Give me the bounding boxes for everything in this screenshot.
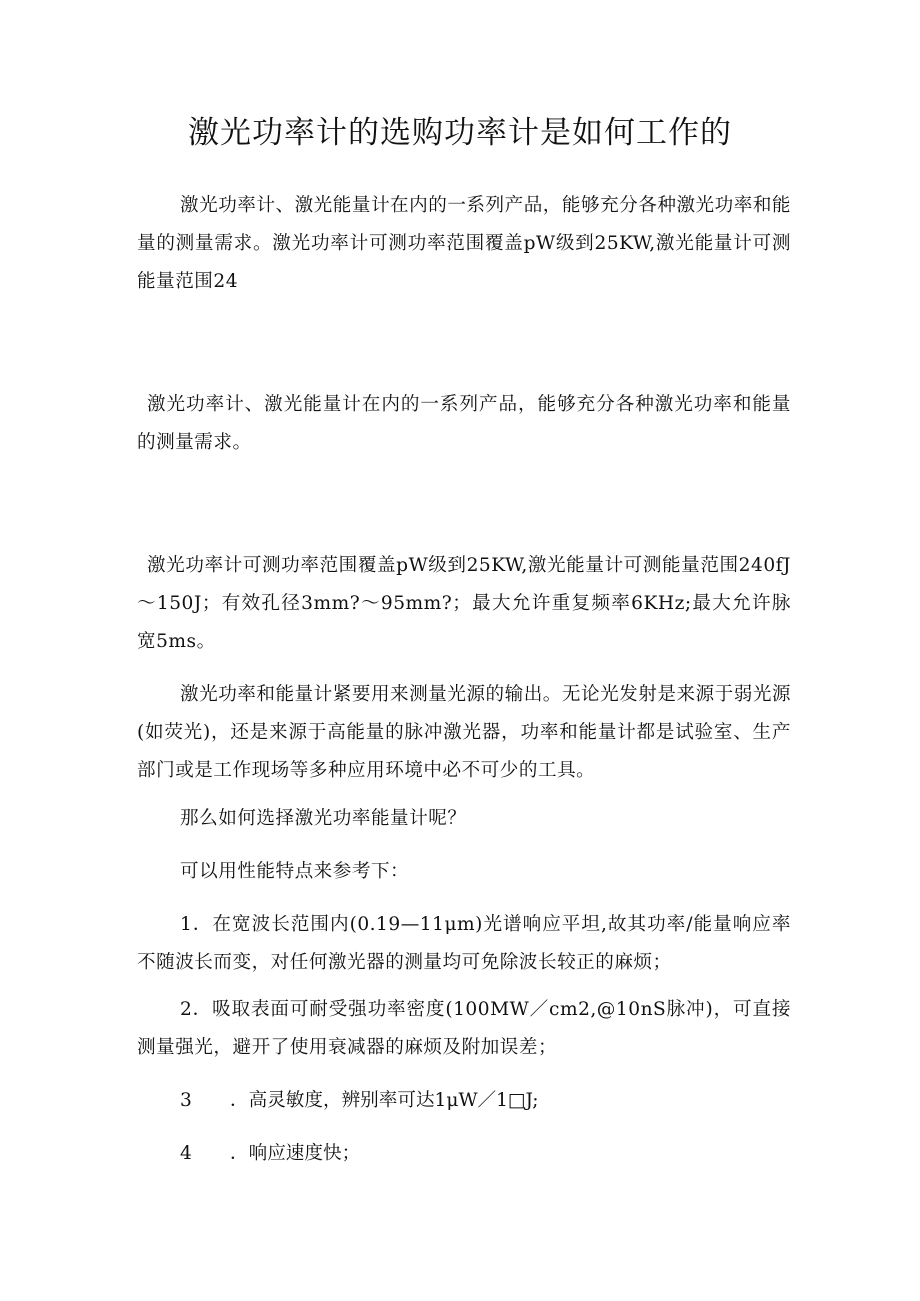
feature-4 [180,1135,360,1173]
document-title: 激光功率计的选购功率计是如何工作的 [188,115,732,151]
feature-3 [180,1082,539,1120]
paragraph-question: 那么如何选择激光功率能量计呢？ [180,808,467,829]
feature-2: 2．吸取表面可耐受强功率密度(100MW／cm2,@10nS脉冲)，可直接测量强光，避开了使用衰减器的麻烦及附加误差； [137,999,791,1058]
paragraph-intro: 激光功率计、激光能量计在内的一系列产品，能够充分各种激光功率和能量的测量需求。激光功率计可测功率范围覆盖pW级到25KW,激光能量计可测能量范围24 [137,195,792,292]
paragraph-specs: 激光功率计可测功率范围覆盖pW级到25KW,激光能量计可测能量范围240fJ～150J；有效孔径3mm?～95mm?；最大允许重复频率6KHz;最大允许脉宽5ms。 [137,555,791,652]
paragraph-usage: 激光功率和能量计紧要用来测量光源的输出。无论光发射是来源于弱光源(如荧光)，还是来源于高能量的脉冲激光器，功率和能量计都是试验室、生产部门或是工作现场等多种应用环境中必不可少的工具。 [137,684,792,781]
feature-4-number: 4 [180,1143,192,1164]
feature-4-text: ．响应速度快； [230,1143,361,1164]
paragraph-reference: 可以用性能特点来参考下： [180,861,410,882]
paragraph-products: 激光功率计、激光能量计在内的一系列产品，能够充分各种激光功率和能量的测量需求。 [137,394,791,453]
feature-1: 1．在宽波长范围内(0.19—11μm)光谱响应平坦,故其功率/能量响应率不随波长而变，对任何激光器的测量均可免除波长较正的麻烦； [137,914,791,973]
feature-3-number: 3 [180,1090,192,1111]
feature-3-text: ．高灵敏度，辨别率可达1μW／1□J; [230,1090,539,1111]
